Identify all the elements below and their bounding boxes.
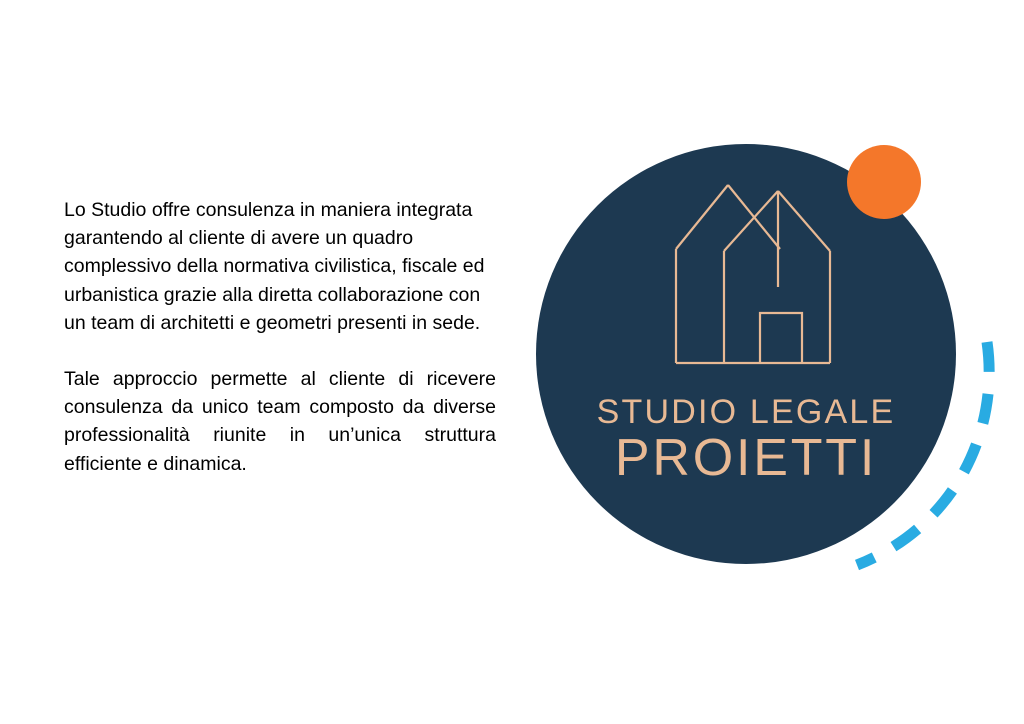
paragraph-2: Tale approccio permette al cliente di ricevere consulenza da unico team composto da diverse professionalità riunite in un’unica struttura efficiente e dinamica. <box>64 368 496 475</box>
logo-group <box>512 122 1012 622</box>
paragraph-1: Lo Studio offre consulenza in maniera integrata garantendo al cliente di avere un quadro complessivo della normativa civilistica, fiscale ed urbanistica grazie alla diretta collaborazione con un team di architetti e geometri presenti in sede. <box>64 199 485 334</box>
house-outline-icon <box>662 167 842 382</box>
logo-name-line2: PROIETTI <box>614 429 878 487</box>
logo-wordmark <box>536 392 956 486</box>
logo-name-line1: STUDIO LEGALE <box>596 393 896 431</box>
orange-circle-icon <box>847 145 921 219</box>
body-text-column <box>64 196 496 478</box>
